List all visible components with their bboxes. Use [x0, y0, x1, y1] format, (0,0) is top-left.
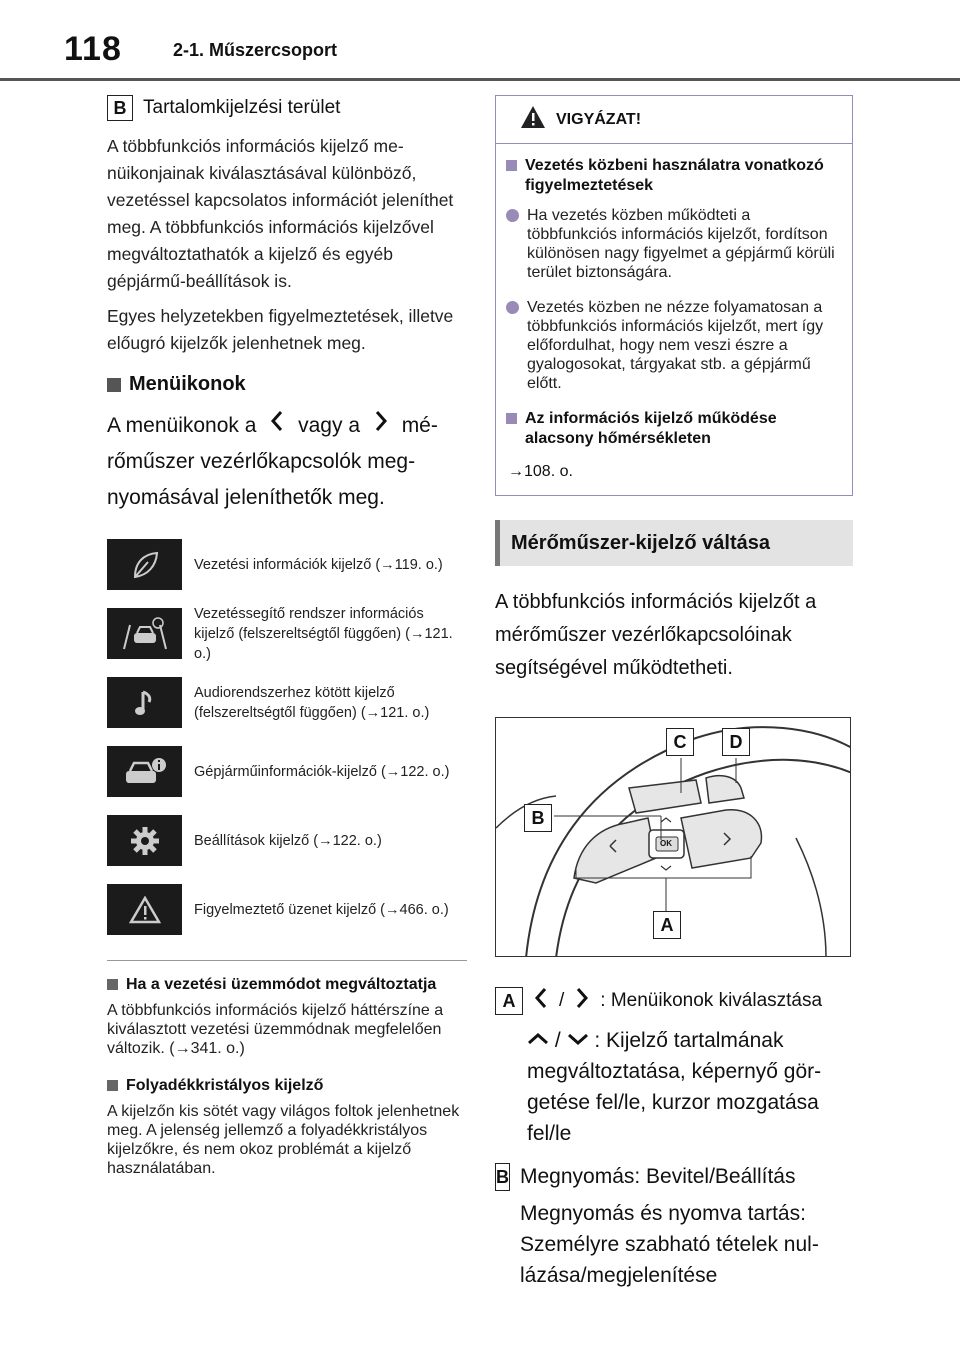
drive-mode-title: Ha a vezetési üzemmódot megváltoztatja: [126, 976, 437, 993]
icon-description: Vezetési információk kijelző (→119. o.): [194, 556, 443, 573]
caution-bullet: [506, 206, 838, 282]
section-title: 2-1. Műszercsoport: [173, 40, 338, 60]
switch-section-title: Mérőműszer-kijelző váltása: [511, 531, 770, 554]
menu-text-c: mérőműszer vezérlőkapcsolók megnyomásával jeleníthetők meg.: [107, 414, 438, 509]
ok-button-label: OK: [660, 839, 672, 848]
list-item: [107, 806, 467, 875]
caution-bullet-text: Vezetés közben ne nézze folyamatosan a többfunkciós információs kijelzőt, mert így előfordulhat, hogy nem veszi észre a gyalogosokat, tárgyakat stb. a gépjármű előtt.: [527, 299, 824, 392]
label-box-a: A: [495, 987, 523, 1015]
menu-icons-paragraph: [107, 408, 467, 516]
square-bullet-icon: [107, 378, 121, 392]
key-b-description-1: Megnyomás: Bevitel/Beállítás: [520, 1165, 796, 1188]
left-column: [107, 95, 467, 1178]
header-rule: [0, 78, 960, 81]
label-box-b: B: [107, 95, 133, 121]
caution-title: VIGYÁZAT!: [556, 110, 642, 128]
key-a-row: [495, 987, 853, 1015]
chevron-right-icon: [366, 408, 396, 444]
lcd-paragraph: A kijelzőn kis sötét vagy világos foltok jelenhetnek meg. A jelenség jellemző a folyadékkristályos kijelzőkre, és nem okoz problémát a kijelző használatában.: [107, 1103, 460, 1177]
warning-icon: [107, 884, 182, 935]
menu-text-a: A menüikonok a: [107, 414, 257, 437]
key-separator: /: [554, 1029, 561, 1052]
icon-description: Vezetéssegítő rendszer információs kijelző (felszereltségtől függően) (→121. o.): [194, 605, 453, 662]
icon-description: Figyelmeztető üzenet kijelző (→466. o.): [194, 901, 449, 918]
menu-icons-title: Menüikonok: [129, 373, 246, 395]
key-a2-row: [495, 1025, 853, 1149]
caution-subheading: [506, 409, 838, 449]
square-bullet-icon: [107, 1080, 118, 1091]
switch-paragraph: A többfunkciós információs kijelzőt a mérőműszer vezérlőkapcsolóinak segítségével működtetheti.: [495, 591, 817, 679]
caution-page-ref: →108. o.: [508, 463, 573, 480]
bullet-dot-icon: [506, 209, 519, 222]
caution-header: [496, 96, 852, 144]
caution-bullet: [506, 298, 838, 393]
key-b-description-2: Megnyomás és nyomva tartás: Személyre szabható tételek nullázása/megjelenítése: [520, 1202, 819, 1287]
menu-icon-table: [107, 530, 467, 944]
menu-icons-heading: [107, 373, 467, 396]
square-bullet-icon: [506, 413, 517, 424]
lcd-title: Folyadékkristályos kijelző: [126, 1077, 324, 1094]
right-column: [495, 95, 853, 1291]
list-item: [107, 668, 467, 737]
caution-box: [495, 95, 853, 496]
lcd-heading: [107, 1076, 467, 1096]
heading-accent-bar: [495, 520, 500, 566]
key-a2-description: : Kijelző tartalmának megváltoztatása, képernyő görgetése fel/le, kurzor mozgatása fel/le: [527, 1029, 822, 1145]
caution-subheading: [506, 156, 838, 196]
paragraph-2: Egyes helyzetekben figyelmeztetések, illetve előugró kijelzők jelenhetnek meg.: [107, 306, 454, 353]
square-bullet-icon: [107, 979, 118, 990]
page-number: 118: [64, 30, 122, 68]
icon-description: Gépjárműinformációk-kijelző (→122. o.): [194, 763, 450, 780]
list-item: [107, 599, 467, 668]
icon-description: Beállítások kijelző (→122. o.): [194, 832, 382, 849]
divider: [107, 960, 467, 961]
label-box-b: B: [495, 1163, 510, 1191]
vehicle-info-icon: [107, 746, 182, 797]
gear-icon: [107, 815, 182, 866]
menu-text-b: vagy a: [298, 414, 360, 437]
diagram-label-a: A: [653, 911, 681, 939]
list-item: [107, 530, 467, 599]
diagram-label-b: B: [524, 804, 552, 832]
chevron-left-icon: [533, 987, 549, 1015]
chevron-down-icon: [567, 1029, 595, 1052]
key-separator: /: [559, 990, 565, 1011]
chevron-right-icon: [574, 987, 590, 1015]
icon-description: Audiorendszerhez kötött kijelző (felszereltségtől függően) (→121. o.): [194, 684, 430, 721]
music-note-icon: [107, 677, 182, 728]
caution-bullet-text: Ha vezetés közben működteti a többfunkciós információs kijelzőt, fordítson különösen nagy figyelmet a gépjármű körüli terület biztonságára.: [527, 207, 835, 281]
drive-mode-paragraph: A többfunkciós információs kijelző háttérszíne a kiválasztott vezetési üzemmódnak megfelelően változik. (→341. o.): [107, 1002, 444, 1057]
chevron-left-icon: [262, 408, 292, 444]
diagram-label-c: C: [666, 728, 694, 756]
key-a-description: : Menüikonok kiválasztása: [600, 990, 823, 1011]
paragraph-1: A többfunkciós információs kijelző menüikonjainak kiválasztásával különböző, vezetéssel kapcsolatos információt jeleníthet meg. A többfunkciós információs kijelzővel megváltoztathatók a kijelző és egyéb gépjármű-beállítások is.: [107, 136, 454, 291]
diagram-label-d: D: [722, 728, 750, 756]
caution-subheading-text: Az információs kijelző működése alacsony hőmérsékleten: [525, 410, 777, 447]
switch-section-heading: [495, 520, 853, 566]
chevron-up-icon: [527, 1029, 555, 1052]
key-b-row: [495, 1161, 853, 1291]
list-item: [107, 875, 467, 944]
caution-subheading-text: Vezetés közbeni használatra vonatkozó figyelmeztetések: [525, 157, 824, 194]
bullet-dot-icon: [506, 301, 519, 314]
list-item: [107, 737, 467, 806]
content-area-heading: [107, 95, 467, 121]
driver-assist-icon: [107, 608, 182, 659]
caution-body: [496, 144, 852, 495]
square-bullet-icon: [506, 160, 517, 171]
steering-switch-diagram: [495, 717, 851, 957]
leaf-icon: [107, 539, 182, 590]
warning-triangle-icon: [520, 105, 546, 134]
content-area-title: Tartalomkijelzési terület: [143, 97, 341, 118]
drive-mode-heading: [107, 975, 467, 995]
